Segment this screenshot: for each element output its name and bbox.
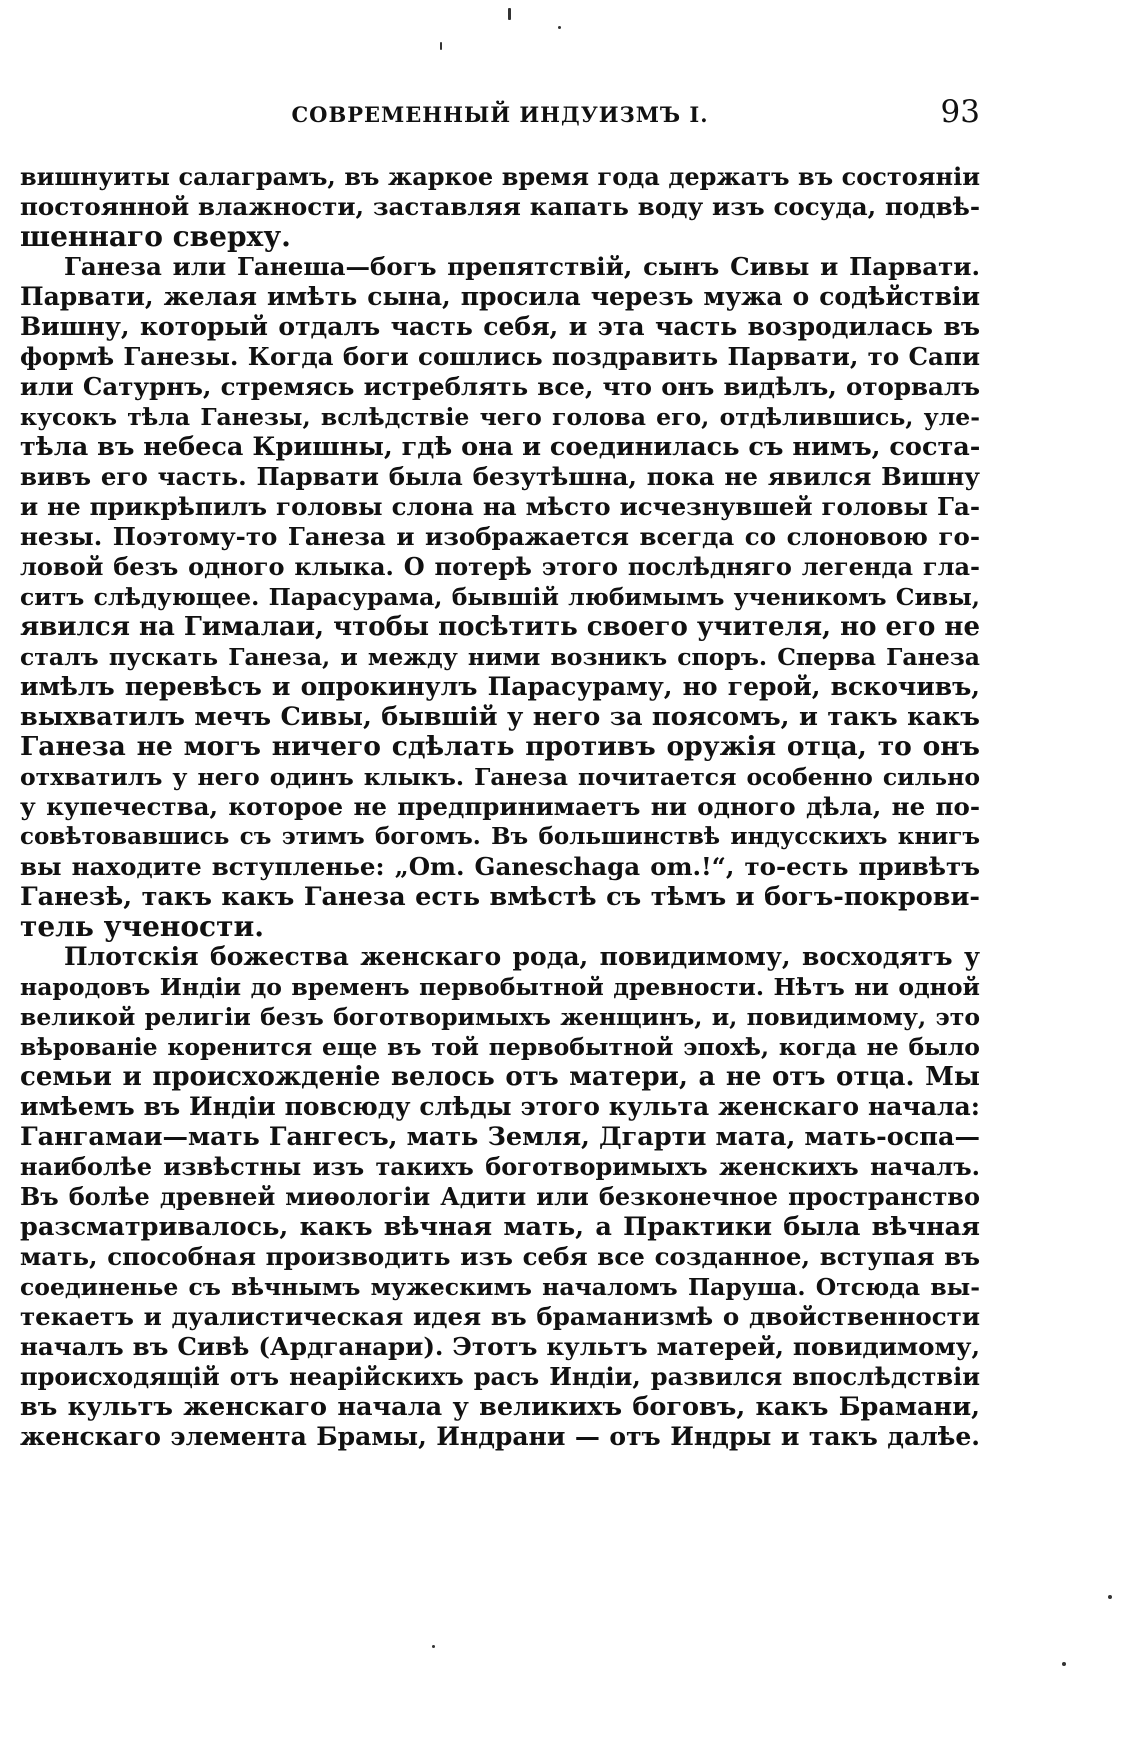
text-line: имѣемъ въ Индiи повсюду слѣды этого культа женскаго начала: bbox=[20, 1092, 980, 1121]
text-line: великой религiи безъ боготворимыхъ женщинъ, и, повидимому, это bbox=[20, 1003, 980, 1031]
text-line: ситъ слѣдующее. Парасурама, бывшiй любимымъ ученикомъ Сивы, bbox=[20, 583, 980, 611]
text-line: ловой безъ одного клыка. О потерѣ этого послѣдняго легенда гла- bbox=[20, 552, 980, 581]
text-line: или Сатурнъ, стремясь истреблять все, что онъ видѣлъ, оторвалъ bbox=[20, 372, 980, 401]
text-line: у купечества, которое не предпринимаетъ ни одного дѣла, не по- bbox=[20, 792, 980, 821]
text-line: Въ болѣе древней миѳологiи Адити или безконечное пространство bbox=[20, 1182, 980, 1211]
text-line: вишнуиты салаграмъ, въ жаркое время года держатъ въ состоянiи bbox=[20, 162, 980, 191]
text-line: Плотскiя божества женскаго рода, повидимому, восходятъ у bbox=[64, 942, 980, 971]
text-line: мать, способная производить изъ себя все созданное, вступая въ bbox=[20, 1242, 980, 1271]
text-line: сталъ пускать Ганеза, и между ними возникъ споръ. Сперва Ганеза bbox=[20, 643, 980, 671]
page-number: 93 bbox=[940, 94, 980, 130]
text-line: народовъ Индiи до временъ первобытной древности. Нѣтъ ни одной bbox=[20, 973, 980, 1001]
text-line: женскаго элемента Брамы, Индрани — отъ Индры и такъ далѣе. bbox=[20, 1422, 980, 1451]
text-line: совѣтовавшись съ этимъ богомъ. Въ большинствѣ индусскихъ книгъ bbox=[20, 823, 980, 850]
body-text bbox=[20, 162, 980, 1452]
text-line: текаетъ и дуалистическая идея въ браманизмѣ о двойственности bbox=[20, 1302, 980, 1331]
text-line: семьи и происхожденiе велось отъ матери, а не отъ отца. Мы bbox=[20, 1062, 980, 1092]
text-line: Ганеза не могъ ничего сдѣлать противъ оружiя отца, то онъ bbox=[20, 731, 980, 762]
text-line: постоянной влажности, заставляя капать воду изъ сосуда, подвѣ- bbox=[20, 192, 980, 221]
text-line: Ганезѣ, такъ какъ Ганеза есть вмѣстѣ съ тѣмъ и богъ-покрови- bbox=[20, 882, 980, 912]
text-line: вѣрованiе коренится еще въ той первобытной эпохѣ, когда не было bbox=[20, 1033, 980, 1061]
text-line: началъ въ Сивѣ (Ардганари). Этотъ культъ матерей, повидимому, bbox=[20, 1332, 980, 1361]
paragraph bbox=[20, 942, 980, 1452]
text-line: выхватилъ мечъ Сивы, бывшiй у него за поясомъ, и такъ какъ bbox=[20, 702, 980, 732]
text-line: разсматривалось, какъ вѣчная мать, а Практики была вѣчная bbox=[20, 1212, 980, 1242]
text-line: тель учености. bbox=[20, 910, 264, 943]
paragraph bbox=[20, 252, 980, 942]
text-line: вивъ его часть. Парвати была безутѣшна, пока не явился Вишну bbox=[20, 462, 980, 491]
text-line: въ культъ женскаго начала у великихъ боговъ, какъ Брамани, bbox=[20, 1392, 980, 1422]
text-line: явился на Гималаи, чтобы посѣтить своего учителя, но его не bbox=[20, 612, 980, 642]
text-line: формѣ Ганезы. Когда боги сошлись поздравить Парвати, то Сапи bbox=[20, 342, 980, 371]
running-title: СОВРЕМЕННЫЙ ИНДУИЗМЪ I. bbox=[291, 102, 709, 127]
text-line: Ганеза или Ганеша—богъ препятствiй, сынъ Сивы и Парвати. bbox=[64, 252, 980, 281]
text-line: Парвати, желая имѣть сына, просила черезъ мужа о содѣйствiи bbox=[20, 282, 980, 311]
running-header bbox=[20, 92, 980, 132]
text-line: отхватилъ у него одинъ клыкъ. Ганеза почитается особенно сильно bbox=[20, 763, 980, 791]
paragraph bbox=[20, 162, 980, 252]
text-line: Вишну, который отдалъ часть себя, и эта часть возродилась въ bbox=[20, 312, 980, 341]
text-line: Гангамаи—мать Гангесъ, мать Земля, Дгарти мата, мать-оспа— bbox=[20, 1122, 980, 1152]
text-line: происходящiй отъ неарiйскихъ расъ Индiи, развился впослѣдствiи bbox=[20, 1362, 980, 1391]
text-line: и не прикрѣпилъ головы слона на мѣсто исчезнувшей головы Га- bbox=[20, 492, 980, 521]
text-line: наиболѣе извѣстны изъ такихъ боготворимыхъ женскихъ началъ. bbox=[20, 1152, 980, 1181]
text-line: вы находите вступленье: „Om. Ganeschaga om.!“, то-есть привѣтъ bbox=[20, 852, 980, 881]
text-line: соединенье съ вѣчнымъ мужескимъ началомъ Паруша. Отсюда вы- bbox=[20, 1273, 980, 1301]
text-line: шеннаго сверху. bbox=[20, 220, 291, 253]
text-line: тѣла въ небеса Кришны, гдѣ она и соединилась съ нимъ, соста- bbox=[20, 432, 981, 462]
text-line: незы. Поэтому-то Ганеза и изображается всегда со слоновою го- bbox=[20, 522, 980, 551]
text-line: имѣлъ перевѣсъ и опрокинулъ Парасураму, но герой, вскочивъ, bbox=[20, 672, 980, 701]
text-line: кусокъ тѣла Ганезы, вслѣдствiе чего голова его, отдѣлившись, уле- bbox=[20, 403, 980, 431]
